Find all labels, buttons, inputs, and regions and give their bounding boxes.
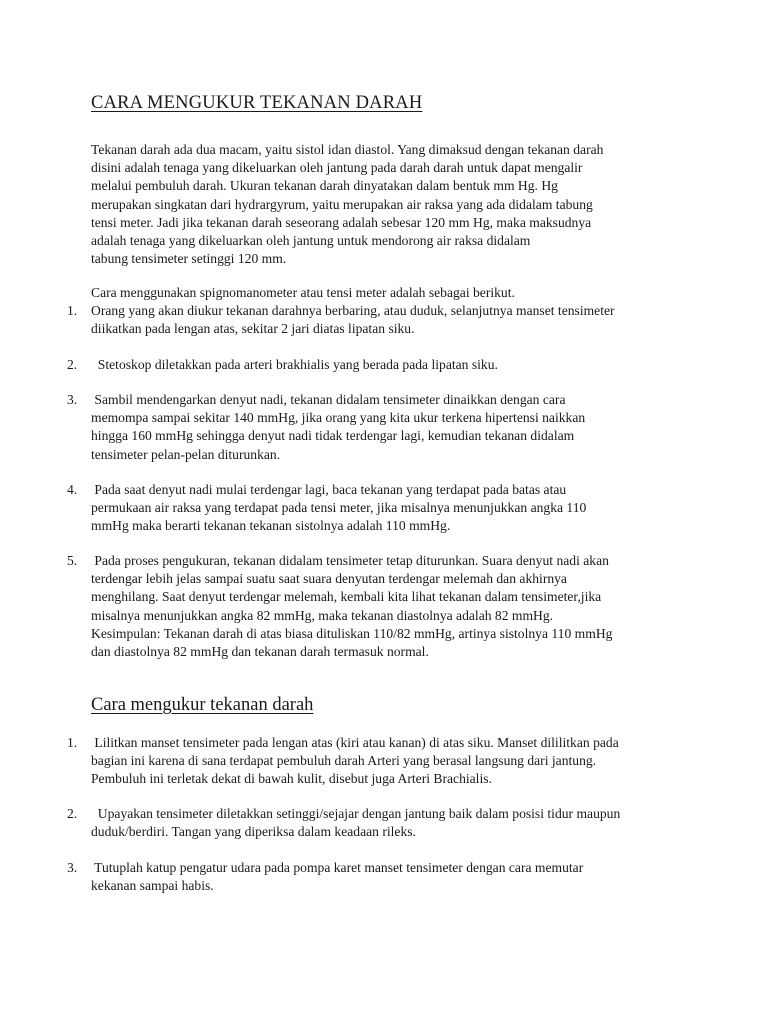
list-item-number: 4. (67, 482, 78, 497)
list-item-line: Lilitkan manset tensimeter pada lengan atas (kiri atau kanan) di atas siku. Manset dililitkan pada (91, 735, 619, 750)
list-item-text (91, 302, 615, 338)
list-item-number: 3. (67, 860, 78, 875)
list-item-line: tensimeter pelan-pelan diturunkan. (91, 446, 281, 462)
list-item-text (91, 734, 619, 789)
list-item-number: 1. (67, 735, 78, 750)
list-item-text (91, 481, 586, 536)
list-intro (91, 284, 515, 302)
list-item-line: misalnya menunjukkan angka 82 mmHg, maka tekanan diastolnya adalah 82 mmHg. (91, 607, 554, 623)
intro-paragraph (91, 141, 603, 268)
list-item-line: permukaan air raksa yang terdapat pada tensi meter, jika misalnya menunjukkan angka 110 (91, 500, 587, 516)
intro-line: Tekanan darah ada dua macam, yaitu sistol idan diastol. Yang dimaksud dengan tekanan darah (91, 142, 604, 157)
intro-line: tensi meter. Jadi jika tekanan darah seseorang adalah sebesar 120 mm Hg, maka maksudnya (91, 214, 592, 230)
list-item-line: menghilang. Saat denyut terdengar melemah, kembali kita lihat tekanan dalam tensimeter,jika (91, 589, 602, 605)
list-intro-text: Cara menggunakan spignomanometer atau tensi meter adalah sebagai berikut. (91, 285, 515, 300)
list-item-text (91, 356, 498, 374)
list-item-number: 3. (67, 392, 78, 407)
list-item-line: mmHg maka berarti tekanan tekanan sistolnya adalah 110 mmHg. (91, 518, 451, 534)
list-item-line: memompa sampai sekitar 140 mmHg, jika orang yang kita ukur terkena hipertensi naikkan (91, 410, 586, 426)
list-item-text (91, 552, 612, 661)
intro-line: disini adalah tenaga yang dikeluarkan oleh jantung pada darah darah untuk dapat mengalir (91, 160, 583, 176)
list-item-line: kekanan sampai habis. (91, 878, 214, 894)
list-item-text (91, 805, 620, 841)
list-item-line: hingga 160 mmHg sehingga denyut nadi tidak terdengar lagi, kemudian tekanan didalam (91, 428, 575, 444)
list-item-text (91, 391, 585, 464)
list-item-line: Tutuplah katup pengatur udara pada pompa karet manset tensimeter dengan cara memutar (91, 860, 584, 875)
list-item-number: 5. (67, 553, 78, 568)
list-item-number: 2. (67, 357, 78, 372)
list-item-line: Kesimpulan: Tekanan darah di atas biasa dituliskan 110/82 mmHg, artinya sistolnya 110 mmHg (91, 625, 613, 641)
list-item-line: duduk/berdiri. Tangan yang diperiksa dalam keadaan rileks. (91, 824, 416, 840)
list-item-number: 2. (67, 806, 78, 821)
list-item-line: dan diastolnya 82 mmHg dan tekanan darah termasuk normal. (91, 644, 429, 660)
intro-line: tabung tensimeter setinggi 120 mm. (91, 251, 287, 267)
section-heading: Cara mengukur tekanan darah (91, 695, 314, 715)
list-item-line: diikatkan pada lengan atas, sekitar 2 jari diatas lipatan siku. (91, 321, 415, 337)
list-item-line: Sambil mendengarkan denyut nadi, tekanan didalam tensimeter dinaikkan dengan cara (91, 392, 566, 407)
intro-line: melalui pembuluh darah. Ukuran tekanan darah dinyatakan dalam bentuk mm Hg. Hg (91, 178, 558, 194)
list-item-line: Pada saat denyut nadi mulai terdengar lagi, baca tekanan yang terdapat pada batas atau (91, 482, 567, 497)
list-item-number: 1. (67, 303, 78, 318)
list-item-line: Pembuluh ini terletak dekat di bawah kulit, disebut juga Arteri Brachialis. (91, 771, 492, 787)
list-item-line: Pada proses pengukuran, tekanan didalam tensimeter tetap diturunkan. Suara denyut nadi akan (91, 553, 609, 568)
list-item-line: terdengar lebih jelas sampai suatu saat suara denyutan terdengar melemah dan akhirnya (91, 571, 567, 587)
list-item-line: Orang yang akan diukur tekanan darahnya berbaring, atau duduk, selanjutnya manset tensimeter (91, 303, 615, 318)
list-item-line: Upayakan tensimeter diletakkan setinggi/sejajar dengan jantung baik dalam posisi tidur maupun (91, 806, 621, 821)
intro-line: adalah tenaga yang dikeluarkan oleh jantung untuk mendorong air raksa didalam (91, 233, 531, 249)
list-item-line: Stetoskop diletakkan pada arteri brakhialis yang berada pada lipatan siku. (91, 357, 498, 372)
intro-line: merupakan singkatan dari hydrargyrum, yaitu merupakan air raksa yang ada didalam tabung (91, 196, 593, 212)
page-title: CARA MENGUKUR TEKANAN DARAH (91, 93, 423, 113)
list-item-line: bagian ini karena di sana terdapat pembuluh darah Arteri yang berasal langsung dari jantung. (91, 753, 597, 769)
list-item-text (91, 859, 583, 895)
